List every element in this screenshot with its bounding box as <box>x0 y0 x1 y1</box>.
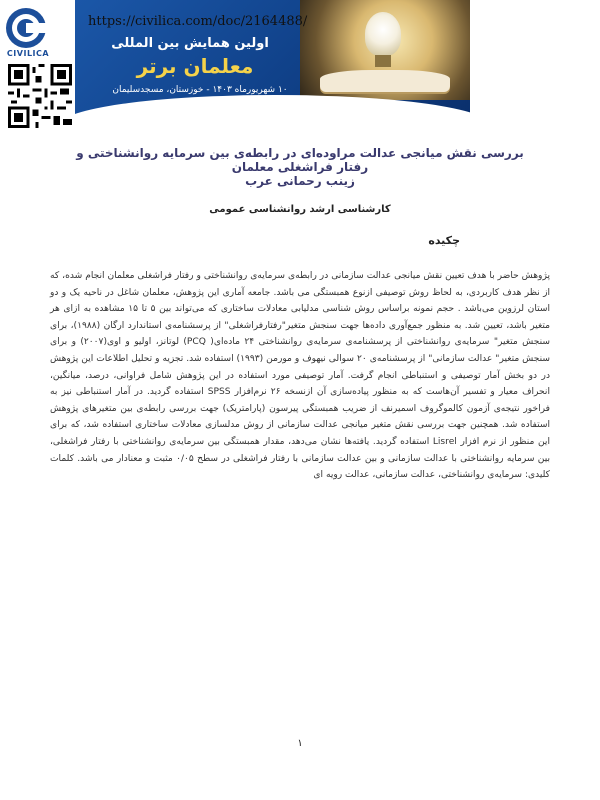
conference-subtitle: معلمان برتر <box>136 54 254 78</box>
page-number: ۱ <box>297 738 303 749</box>
author-name: زینب رحمانی عرب <box>245 174 355 188</box>
author-affiliation: کارشناسی ارشد روانشناسی عمومی <box>209 204 391 215</box>
lightbulb-image <box>365 12 401 56</box>
paper-title: بررسی نقش میانجی عدالت مراوده‌ای در رابطه‌ی بین سرمایه روانشناختی و رفتار فراشغلی معلمان <box>76 146 524 174</box>
lightbulb-base <box>375 55 391 67</box>
conference-title: اولین همایش بین المللی <box>111 36 269 51</box>
conference-date: ۱۰ شهریورماه ۱۴۰۳ - خوزستان، مسجدسلیمان <box>112 85 288 95</box>
abstract-heading: چکیده <box>428 234 460 247</box>
conference-website: misconf.ir <box>166 99 234 113</box>
book-image <box>320 70 450 92</box>
logo-text: CIVILICA <box>6 49 50 58</box>
civilica-logo-icon <box>4 6 48 50</box>
abstract-text: پژوهش حاضر با هدف تعیین نقش میانجی عدالت سازمانی در رابطه‌ی سرمایه‌ی روانشناختی و رفتار فراشغلی معلمان انجام شده، که از نظر هدف کاربردی، به لحاظ روش توصیفی ازنوع همبستگی می باشد. جامعه آماری این پژوهش، معلمان شاغل در ناحیه یک و دو استان لرزوین می‌باشد . حجم نمونه براساس روش شناسی مدلیابی معادلات ساختاری که می‌تواند بین ۵ تا ۱۵ مشاهده به ازای هر متغیر باشد، تعیین شد. به منظور جمع‌آوری داده‌ها جهت سنجش متغیر"رفتارفراشغلی" از پرسشنامه‌ی استاندارد ارگان (۱۹۸۸)، برای سنجش متغیر" سرمایه‌ی روانشناختی از پرسشنامه‌ی سرمایه‌ی روانشناختی ۲۴ ماده‌ای( PCQ) لوتانز، اولیو و اوی(۲۰۰۷) و برای سنجش متغیر" عدالت سازمانی" از پرسشنامه‌ی ۲۰ سوالی نیهوف و مورمن (۱۹۹۳) استفاده شد. تجزیه و تحلیل اطلاعات این پژوهش در دو بخش آمار توصیفی و استنباطی انجام گرفت. آمار توصیفی مورد استفاده در این پژوهش شامل فراوانی، درصد، میانگین، انحراف معیار و تفسیر آن‌هاست که به منظور پیاده‌سازی آن ازنسخه ۲۶ نرم‌افزار SPSS استفاده گردید. در آمار استنباطی نیز به فراخور نتیجه‌ی آزمون کالموگروف اسمیرنف از ضریب همبستگی پیرسون (پارامتریک) جهت بررسی رابطه‌ی بین متغیرهای پژوهش استفاده شد. همچنین جهت بررسی نقش متغیر میانجی عدالت سازمانی از روش مدلسازی معادلات ساختاری استفاده شد، که برای این منظور از نرم افزار Lisrel استفاده گردید. یافته‌ها نشان می‌دهد، مقدار همبستگی بین سرمایه‌ی روانشناختی با رفتار فراشغلی، بین سرمایه روانشناختی با عدالت سازمانی و بین عدالت سازمانی با رفتار فراشغلی در سطح ۰/۰۵ مثبت و معنادار می باشد. کلمات کلیدی: سرمایه‌ی روانشناختی، عدالت سازمانی، عدالت رویه ای <box>50 271 550 481</box>
document-url-link[interactable]: https://civilica.com/doc/2164488/ <box>88 14 308 29</box>
qr-code-icon <box>8 64 72 128</box>
conference-banner <box>0 0 600 127</box>
